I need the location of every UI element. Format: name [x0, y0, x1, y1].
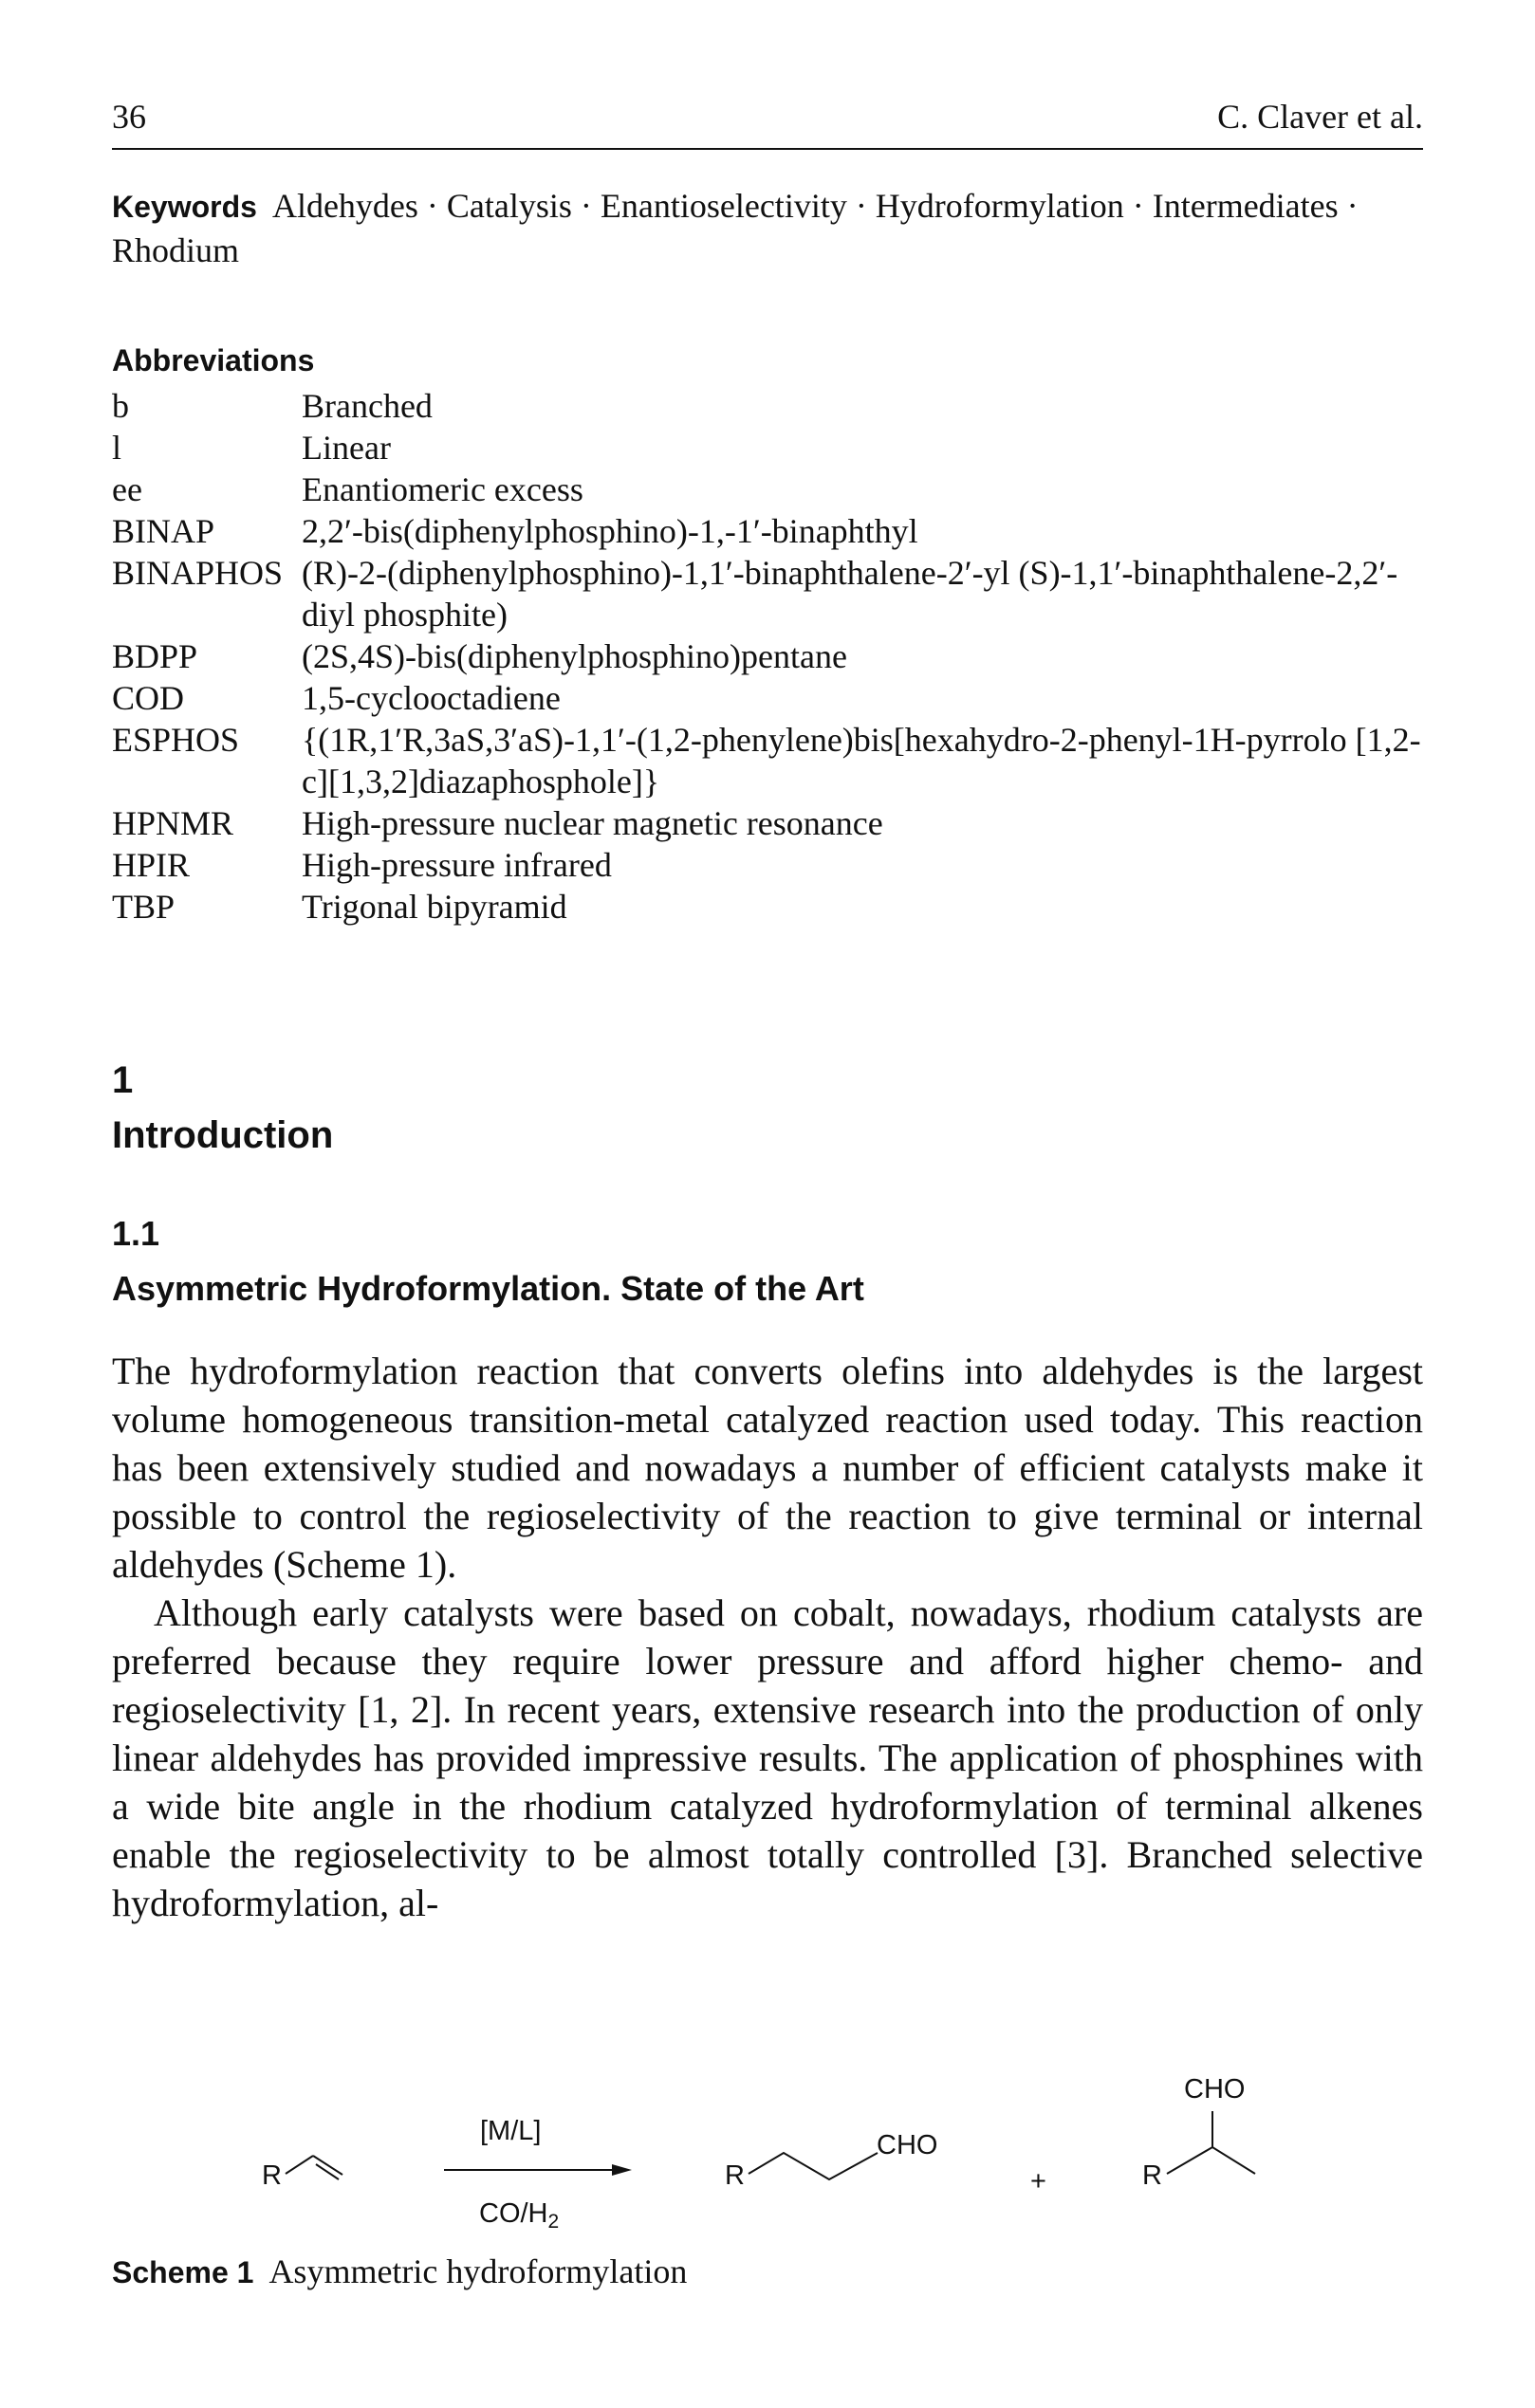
abbr-term: l [112, 429, 122, 467]
abbr-row [112, 635, 1423, 677]
abbr-def: {(1R,1′R,3aS,3′aS)-1,1′-(1,2-phenylene)bis[hexahydro-2-phenyl-1H-pyrrolo [1,2-c][1,3,2]diazaphosphole]} [302, 721, 1421, 800]
abbr-row [112, 427, 1423, 469]
abbr-row [112, 886, 1423, 928]
section-heading [112, 1053, 333, 1163]
abbr-row [112, 385, 1423, 427]
abbr-term: BINAP [112, 512, 215, 550]
abbr-def: Branched [302, 387, 433, 425]
reaction-scheme [112, 2049, 1423, 2229]
paragraph: Although early catalysts were based on cobalt, nowadays, rhodium catalysts are preferred because they require lower pressure and afford higher chemo- and regioselectivity [1, 2]. In recent years, extensive research into the production of only linear aldehydes has provided impressive results. The application of phosphines with a wide bite angle in the rhodium catalyzed hydroformylation of terminal alkenes enable the regioselectivity to be almost totally controlled [3]. Branched selective hydroformylation, al- [112, 1591, 1423, 1924]
abbr-row [112, 677, 1423, 719]
scheme-caption [112, 2252, 687, 2291]
abbr-term: ee [112, 470, 142, 508]
abbr-def: (R)-2-(diphenylphosphino)-1,1′-binaphthalene-2′-yl (S)-1,1′-binaphthalene-2,2′-diyl phosphite) [302, 554, 1398, 634]
abbr-term: TBP [112, 888, 176, 926]
conditions-label: $CO/H_2$ [479, 2198, 560, 2229]
abbr-def: Enantiomeric excess [302, 470, 583, 508]
keywords-label: Keywords [112, 190, 257, 224]
arrow-head [612, 2164, 632, 2176]
abbr-def: Linear [302, 429, 391, 467]
abbr-term: COD [112, 679, 185, 717]
branched-chain-bonds [1167, 2147, 1255, 2174]
abbr-def: High-pressure infrared [302, 846, 612, 884]
abbr-row [112, 802, 1423, 844]
abbr-def: (2S,4S)-bis(diphenylphosphino)pentane [302, 637, 847, 675]
plus-sign: + [1030, 2166, 1046, 2197]
section-number: 1 [112, 1059, 134, 1101]
paragraph: The hydroformylation reaction that converts olefins into aldehydes is the largest volume homogeneous transition-metal catalyzed reaction used today. This reaction has been extensively studied and nowadays a number of efficient catalysts make it possible to control the regioselectivity of the reaction to give terminal or internal aldehydes (Scheme 1). [112, 1350, 1423, 1586]
running-authors: C. Claver et al. [1217, 98, 1423, 136]
linear-r-label: R [725, 2160, 745, 2191]
abbr-def: High-pressure nuclear magnetic resonance [302, 804, 883, 842]
reactant-r-label: R [262, 2160, 282, 2191]
branched-r-label: R [1142, 2160, 1162, 2191]
scheme-caption-text: Asymmetric hydroformylation [268, 2252, 688, 2290]
subsection-number: 1.1 [112, 1214, 160, 1253]
abbr-row [112, 552, 1423, 635]
subsection-heading [112, 1206, 864, 1316]
abbr-def: 1,5-cyclooctadiene [302, 679, 561, 717]
abbr-term: HPNMR [112, 804, 234, 842]
catalyst-label: [M/L] [480, 2116, 542, 2146]
subsection-title: Asymmetric Hydroformylation. State of the Art [112, 1269, 864, 1308]
linear-chain-bonds [749, 2153, 878, 2179]
abbr-def: Trigonal bipyramid [302, 888, 567, 926]
abbreviations-title: Abbreviations [112, 343, 315, 377]
branched-cho-label: CHO [1184, 2074, 1246, 2105]
abbr-term: HPIR [112, 846, 191, 884]
abbr-term: BDPP [112, 637, 198, 675]
abbr-row [112, 719, 1423, 802]
page-number: 36 [112, 98, 146, 136]
abbr-term: b [112, 387, 129, 425]
abbr-term: ESPHOS [112, 721, 240, 759]
abbreviations-list [112, 385, 1423, 928]
running-header [112, 95, 1423, 150]
body-text [112, 1347, 1423, 1927]
abbr-term: BINAPHOS [112, 554, 284, 592]
scheme-caption-label: Scheme 1 [112, 2255, 254, 2289]
abbr-row [112, 844, 1423, 886]
keywords-text: Aldehydes · Catalysis · Enantioselectivity · Hydroformylation · Intermediates · Rhodium [112, 187, 1359, 269]
page [112, 0, 1423, 2408]
section-title: Introduction [112, 1114, 334, 1156]
reactant-alkene-bonds [286, 2156, 342, 2179]
abbr-def: 2,2′-bis(diphenylphosphino)-1,-1′-binaphthyl [302, 512, 918, 550]
linear-cho-label: CHO [877, 2130, 938, 2160]
abbr-row [112, 469, 1423, 510]
abbr-row [112, 510, 1423, 552]
keywords-block [112, 184, 1423, 272]
